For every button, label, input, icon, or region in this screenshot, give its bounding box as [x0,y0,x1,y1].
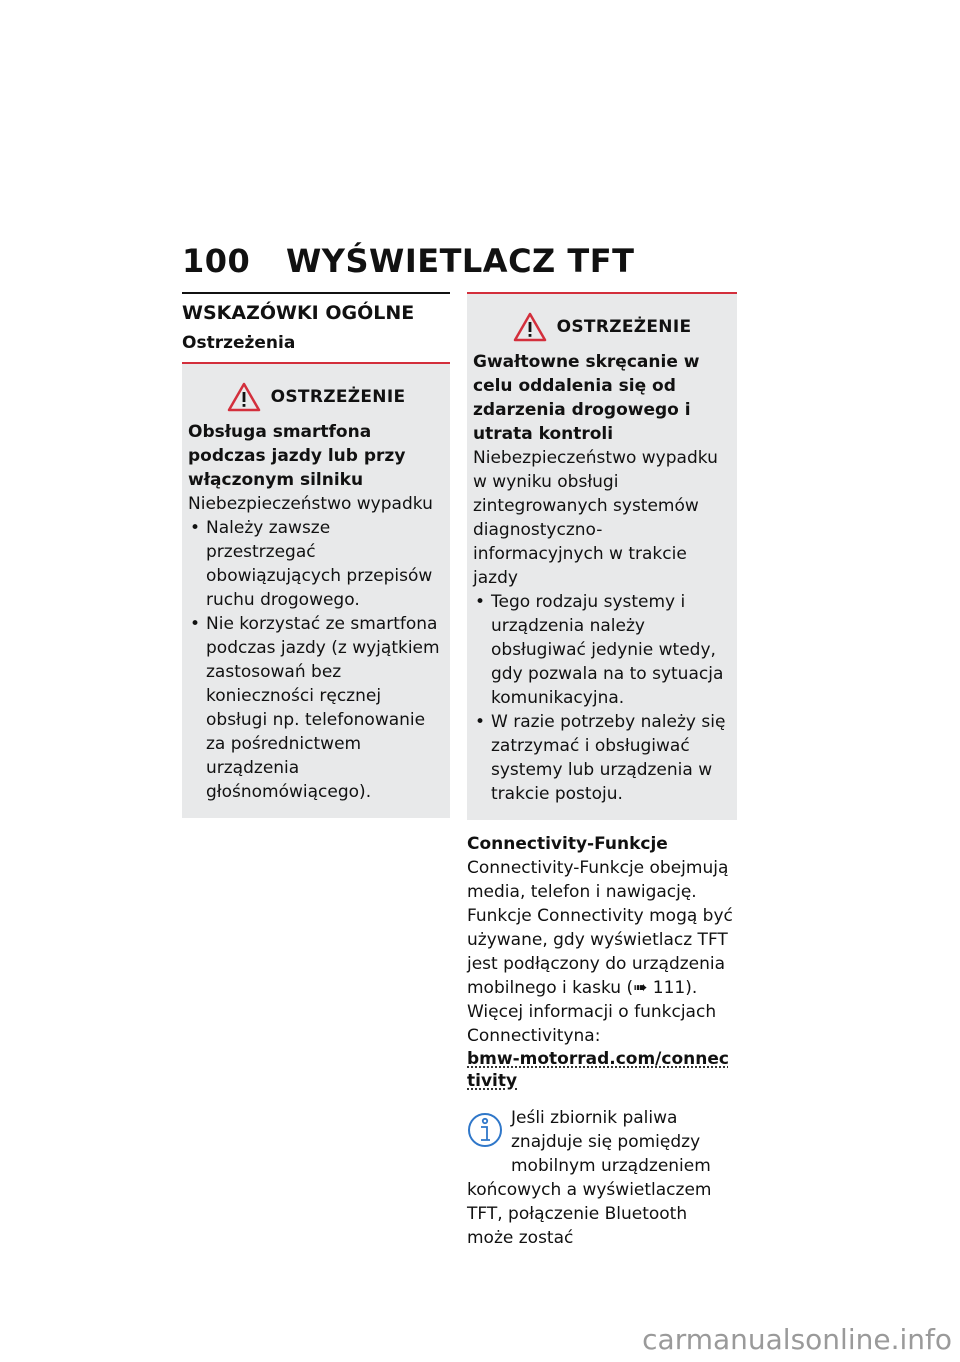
subsection-title: Ostrzeżenia [182,333,296,353]
warning-bullets [188,516,444,804]
list-item: • W razie potrzeby należy się zatrzymać i obsługiwać systemy lub urządzenia w trakcie postoju. [473,710,731,806]
connectivity-text: Connectivity-Funkcje obejmują media, telefon i nawigację. Funkcje Connectivity mogą być używane, gdy wyświetlacz TFT jest podłączony do urządzenia mobilnego i kasku (➠ 111). Więcej informacji o funkcjach Connectivityna: [467,858,733,1046]
warning-box [182,362,450,818]
warning-danger: Niebezpieczeństwo wypadku w wyniku obsługi zintegrowanych systemów diagnostyczno-informacyjnych w trakcie jazdy [473,448,718,588]
warning-label: OSTRZEŻENIE [270,387,406,407]
info-icon [467,1110,507,1156]
right-column [467,292,737,1250]
page-number: 100 [182,242,251,280]
warning-lead: Obsługa smartfona podczas jazdy lub przy włączonym silniku [188,422,406,490]
info-text: Jeśli zbiornik paliwa znajduje się pomiędzy mobilnym urządzeniem końcowych a wyświetlaczem TFT, połączenie Bluetooth może zostać [467,1108,712,1248]
warning-box [467,292,737,820]
list-item: • Należy zawsze przestrzegać obowiązujących przepisów ruchu drogowego. [188,516,444,612]
warning-header [473,304,731,350]
info-note [467,1106,737,1250]
list-item: • Tego rodzaju systemy i urządzenia należy obsługiwać jedynie wtedy, gdy pozwala na to sytuacja komunikacyjna. [473,590,731,710]
chapter-title: WYŚWIETLACZ TFT [286,242,635,280]
section-title: WSKAZÓWKI OGÓLNE [182,292,450,324]
connectivity-link[interactable]: bmw-motorrad.com/connectivity [467,1049,729,1091]
warning-header [188,374,444,420]
list-item: • Nie korzystać ze smartfona podczas jazdy (z wyjątkiem zastosowań bez konieczności ręcznej obsługi np. telefonowanie za pośrednictwem urządzenia głośnomówiącego). [188,612,444,804]
warning-label: OSTRZEŻENIE [556,317,692,337]
left-column [182,292,450,818]
connectivity-title: Connectivity-Funkcje [467,834,668,854]
warning-lead: Gwałtowne skręcanie w celu oddalenia się od zdarzenia drogowego i utrata kontroli [473,352,700,444]
watermark: carmanualsonline.info [642,1323,952,1356]
page-header [182,242,742,280]
warning-bullets [473,590,731,806]
warning-danger: Niebezpieczeństwo wypadku [188,494,433,514]
warning-triangle-icon [513,312,547,342]
warning-triangle-icon [227,382,261,412]
